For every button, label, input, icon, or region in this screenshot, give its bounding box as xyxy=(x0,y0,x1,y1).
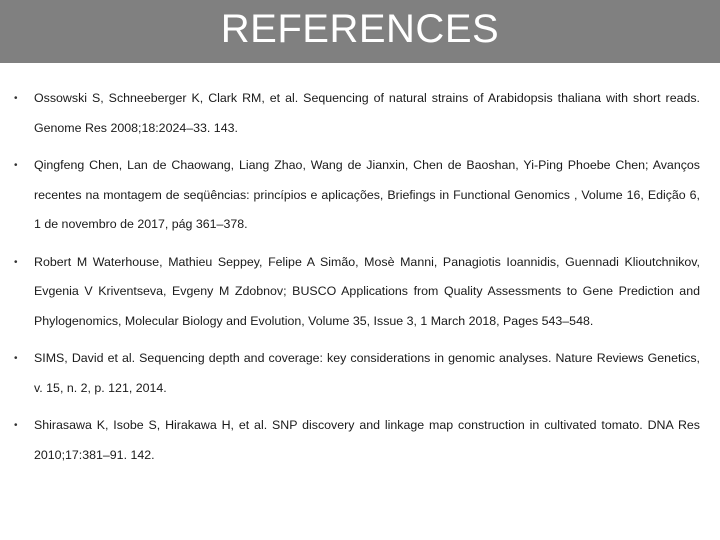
bullet-icon: • xyxy=(14,93,18,104)
reference-item xyxy=(14,151,700,240)
reference-item xyxy=(14,344,700,403)
page-title: REFERENCES xyxy=(220,7,500,51)
bullet-icon: • xyxy=(14,420,18,431)
reference-text: Shirasawa K, Isobe S, Hirakawa H, et al. SNP discovery and linkage map construction in cultivated tomato. DNA Res 2010;17:381–91. 142. xyxy=(34,418,700,462)
bullet-icon: • xyxy=(14,256,18,268)
reference-text: Ossowski S, Schneeberger K, Clark RM, et al. Sequencing of natural strains of Arabidopsis thaliana with short reads. Genome Res 2008;18:2024–33. 143. xyxy=(34,91,700,135)
reference-item xyxy=(14,84,700,143)
reference-text: Robert M Waterhouse, Mathieu Seppey, Felipe A Simão, Mosè Manni, Panagiotis Ioannidis, Guennadi Klioutchnikov, Evgenia V Kriventseva, Evgeny M Zdobnov; BUSCO Applications from Quality Assessments to Gene Prediction and Phylogenomics, Molecular Biology and Evolution, Volume 35, Issue 3, 1 March 2018, Pages 543–548. xyxy=(34,254,700,328)
bullet-icon: • xyxy=(14,353,18,364)
reference-text: SIMS, David et al. Sequencing depth and coverage: key considerations in genomic analyses. Nature Reviews Genetics, v. 15, n. 2, p. 121, 2014. xyxy=(34,351,700,395)
reference-text: Qingfeng Chen, Lan de Chaowang, Liang Zhao, Wang de Jianxin, Chen de Baoshan, Yi-Ping Phoebe Chen; Avanços recentes na montagem de seqüências: princípios e aplicações, Briefings in Functional Genomics , Volume 16, Edição 6, 1 de novembro de 2017, pág 361–378. xyxy=(34,158,700,231)
reference-item xyxy=(14,411,700,470)
reference-item xyxy=(14,248,700,337)
reference-list xyxy=(14,84,700,478)
bullet-icon: • xyxy=(14,160,18,171)
title-bar xyxy=(0,0,720,63)
